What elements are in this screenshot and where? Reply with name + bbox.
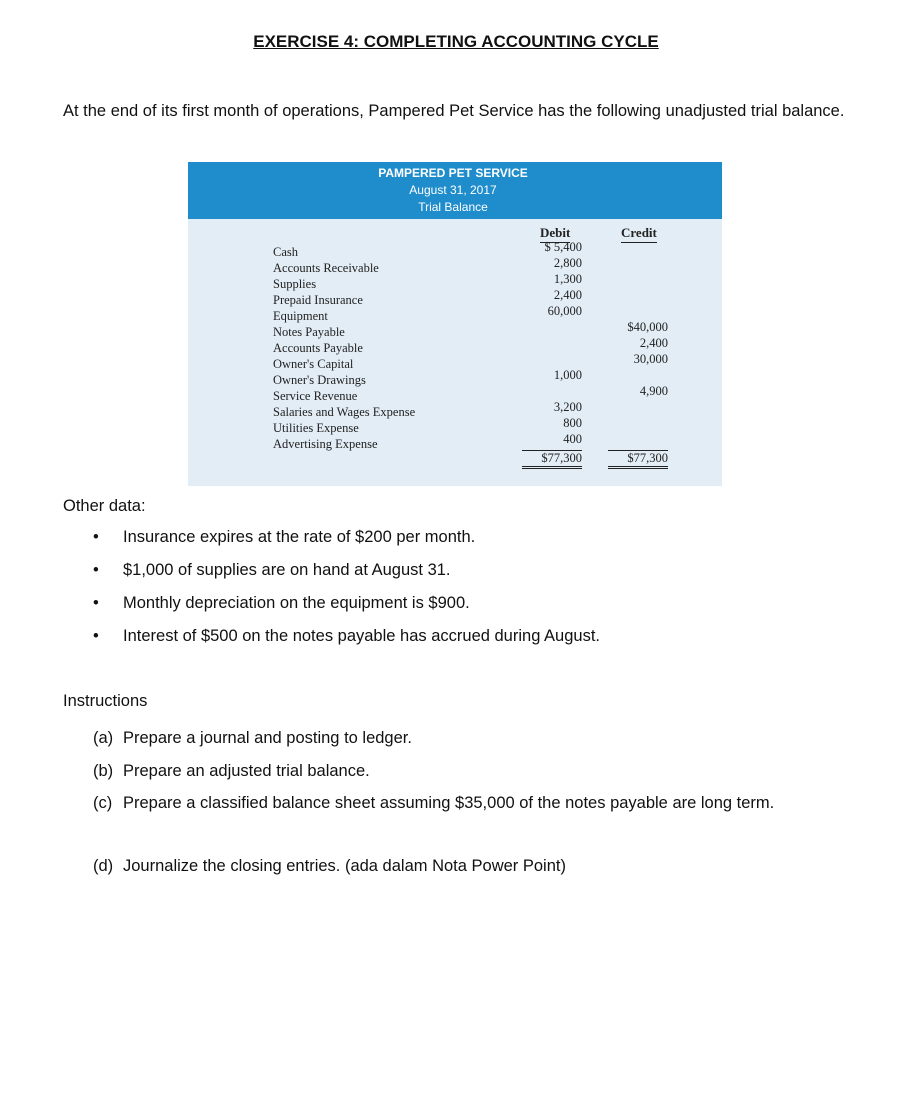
debit-amount: 2,400 — [553, 288, 582, 302]
credit-amount: 4,900 — [639, 384, 668, 398]
credit-header: Credit — [621, 225, 657, 243]
account-name: Prepaid Insurance — [273, 293, 363, 307]
account-name: Cash — [273, 245, 298, 259]
other-data-item — [93, 528, 476, 547]
bullet-icon: • — [93, 561, 99, 579]
statement-date: August 31, 2017 — [409, 183, 497, 197]
account-name: Owner's Capital — [273, 357, 354, 371]
credit-amount: 30,000 — [633, 352, 668, 366]
account-name: Equipment — [273, 309, 328, 323]
debit-amount: $ 5,400 — [544, 240, 582, 254]
instruction-label: (d) — [93, 857, 114, 875]
account-name: Accounts Payable — [273, 341, 363, 355]
instruction-item — [93, 722, 853, 754]
credit-amount: 2,400 — [639, 336, 668, 350]
trial-balance-header — [188, 162, 722, 219]
debit-amount: 800 — [563, 416, 582, 430]
debit-amount: 1,300 — [553, 272, 582, 286]
debit-amount: 2,800 — [553, 256, 582, 270]
instruction-text: Prepare a journal and posting to ledger. — [123, 729, 412, 747]
debit-header: Debit — [540, 225, 570, 243]
exercise-title: EXERCISE 4: COMPLETING ACCOUNTING CYCLE — [253, 32, 659, 51]
account-name: Advertising Expense — [273, 437, 378, 451]
instruction-label: (b) — [93, 762, 114, 780]
other-data-text: Insurance expires at the rate of $200 per month. — [123, 528, 476, 546]
total-credit: $77,300 — [608, 450, 668, 469]
account-name: Salaries and Wages Expense — [273, 405, 416, 419]
debit-amount: 60,000 — [547, 304, 582, 318]
account-name: Utilities Expense — [273, 421, 359, 435]
account-name: Owner's Drawings — [273, 373, 366, 387]
bullet-icon: • — [93, 594, 99, 612]
other-data-text: Interest of $500 on the notes payable has accrued during August. — [123, 627, 601, 645]
other-data-text: Monthly depreciation on the equipment is $900. — [123, 594, 470, 612]
total-debit: $77,300 — [522, 450, 582, 469]
instruction-item — [93, 850, 853, 882]
bullet-icon: • — [93, 528, 99, 546]
debit-amount: 3,200 — [553, 400, 582, 414]
instruction-label: (c) — [93, 794, 113, 812]
other-data-item — [93, 627, 601, 646]
trial-balance-table — [188, 162, 722, 486]
instruction-item — [93, 787, 813, 819]
instruction-text: Journalize the closing entries. (ada dalam Nota Power Point) — [123, 857, 566, 875]
account-name: Notes Payable — [273, 325, 345, 339]
intro-paragraph: At the end of its first month of operations, Pampered Pet Service has the following unadjusted trial balance. — [63, 102, 845, 120]
instruction-label: (a) — [93, 729, 114, 747]
instruction-text: Prepare an adjusted trial balance. — [123, 762, 370, 780]
other-data-label: Other data: — [63, 497, 146, 515]
instruction-item — [93, 755, 853, 787]
account-name: Accounts Receivable — [273, 261, 379, 275]
other-data-item — [93, 561, 451, 580]
debit-amount: 400 — [563, 432, 582, 446]
account-name: Supplies — [273, 277, 317, 291]
credit-amount: $40,000 — [627, 320, 668, 334]
debit-amount: 1,000 — [553, 368, 582, 382]
instructions-label: Instructions — [63, 692, 148, 710]
bullet-icon: • — [93, 627, 99, 645]
other-data-text: $1,000 of supplies are on hand at August 31. — [123, 561, 451, 579]
statement-name: Trial Balance — [418, 200, 488, 214]
account-name: Service Revenue — [273, 389, 358, 403]
company-name: PAMPERED PET SERVICE — [378, 166, 528, 180]
other-data-item — [93, 594, 470, 613]
instruction-text: Prepare a classified balance sheet assuming $35,000 of the notes payable are long term. — [123, 794, 775, 812]
